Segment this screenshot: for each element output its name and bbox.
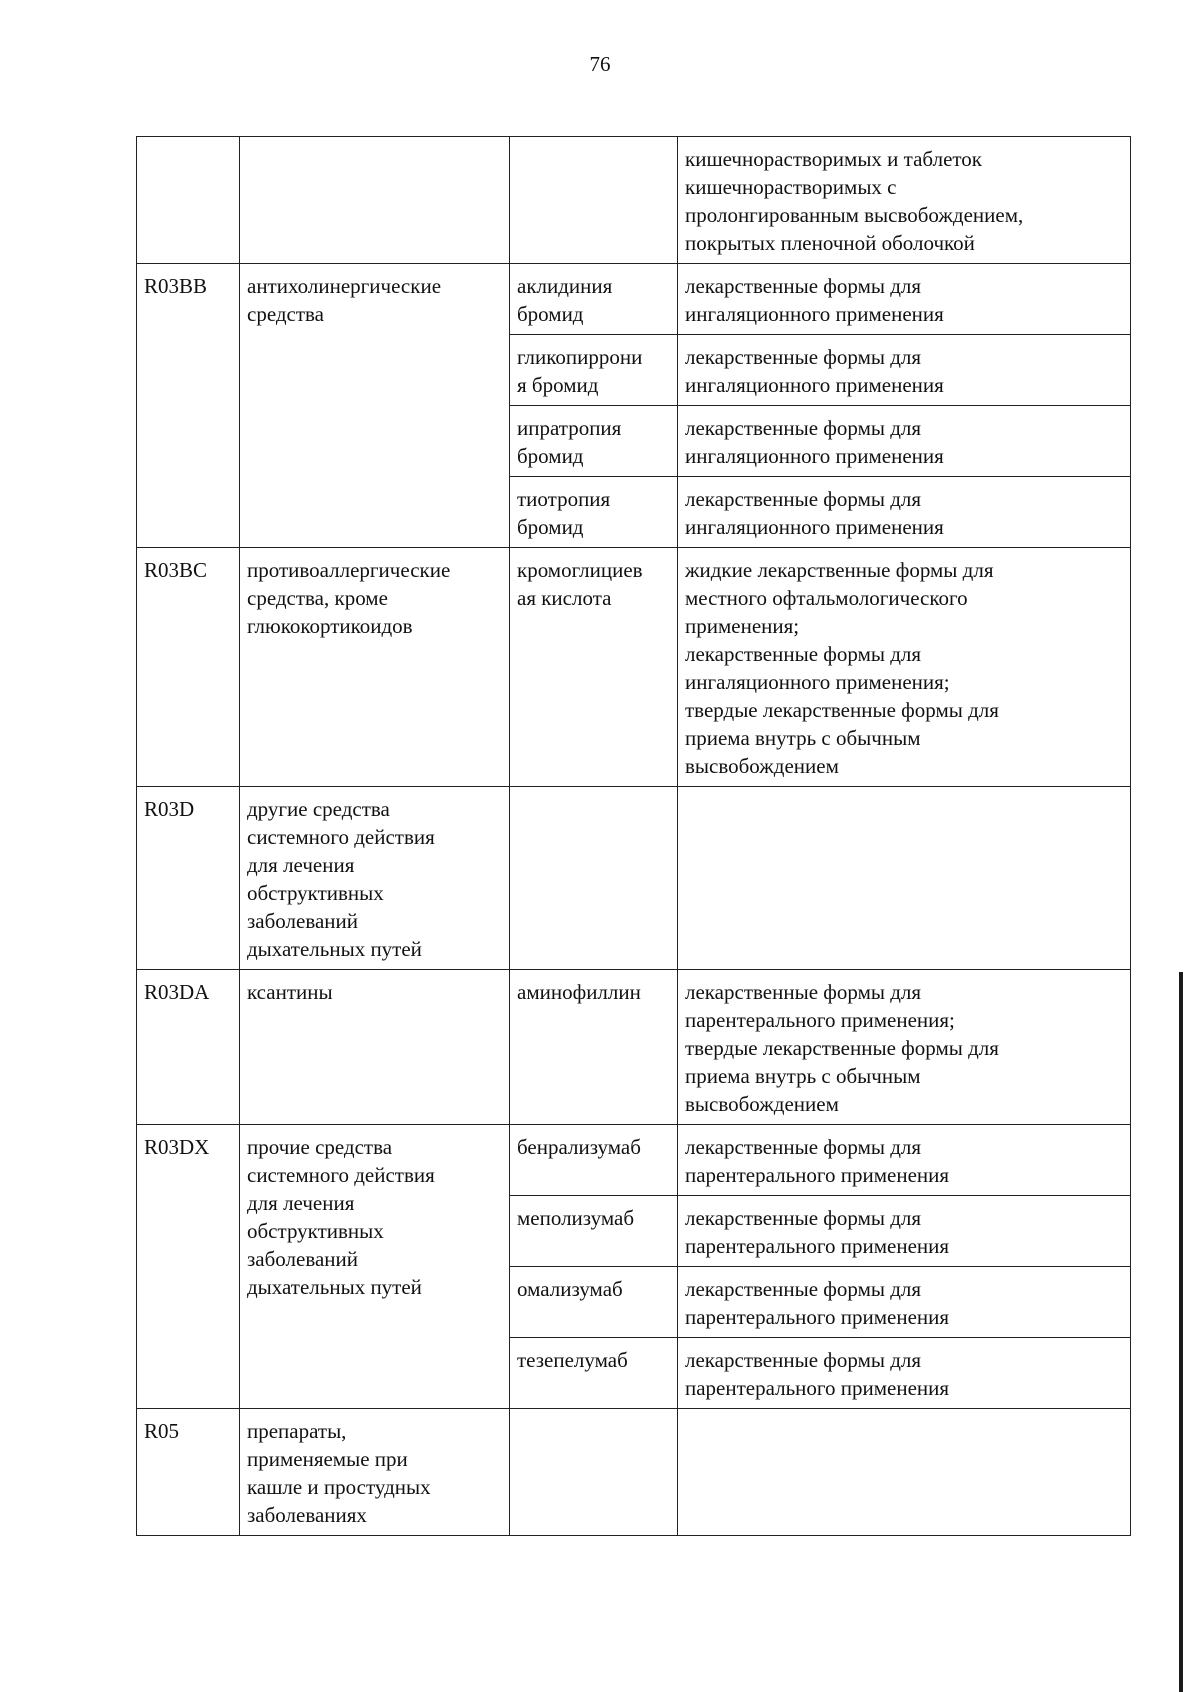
cell-text-line: лекарственные формы для [685,274,922,298]
cell-text-line: ксантины [247,980,333,1004]
cell-text-line: прочие средства [247,1135,393,1159]
cell-text-line: ая кислота [517,586,612,610]
cell-text-line: кишечнорастворимых и таблеток [685,147,982,171]
table-row [137,787,1131,970]
atc-code-cell [137,137,240,264]
cell-text-line: приема внутрь с обычным [685,726,921,750]
dosage-form-cell [678,970,1131,1125]
cell-text-line: применения; [685,614,800,638]
cell-text-line: бромид [517,515,584,539]
cell-text-line: высвобождением [685,1092,839,1116]
drug-name-cell [510,477,678,548]
cell-text-line: средства [247,302,325,326]
cell-text-line: лекарственные формы для [685,1135,922,1159]
cell-text-line: ингаляционного применения [685,373,944,397]
cell-text-line: высвобождением [685,754,839,778]
drug-name-cell [510,1267,678,1338]
cell-text-line: для лечения [247,1191,355,1215]
drug-name-cell [510,787,678,970]
cell-text-line: парентерального применения [685,1234,950,1258]
cell-text-line: парентерального применения [685,1305,950,1329]
cell-text-line: местного офтальмологического [685,586,968,610]
cell-text-line: дыхательных путей [247,1275,422,1299]
cell-text-line: лекарственные формы для [685,416,922,440]
cell-text-line: ингаляционного применения; [685,670,950,694]
dosage-form-cell [678,1338,1131,1409]
cell-text-line: бромид [517,444,584,468]
cell-text-line: средства, кроме [247,586,388,610]
cell-text-line: парентерального применения; [685,1008,955,1032]
cell-text-line: бромид [517,302,584,326]
cell-text-line: системного действия [247,1163,435,1187]
cell-text-line: ингаляционного применения [685,444,944,468]
cell-text-line: для лечения [247,853,355,877]
cell-text-line: противоаллергические [247,558,451,582]
drug-name-cell [510,137,678,264]
cell-text-line: приема внутрь с обычным [685,1064,921,1088]
medication-table [136,136,1131,1536]
cell-text-line: парентерального применения [685,1163,950,1187]
dosage-form-cell [678,137,1131,264]
cell-text-line: заболеваний [247,1247,358,1271]
cell-text-line: лекарственные формы для [685,1348,922,1372]
cell-text-line: лекарственные формы для [685,487,922,511]
table-row [137,970,1131,1125]
cell-text-line: кашле и простудных [247,1475,431,1499]
drug-name-cell [510,1409,678,1536]
cell-text-line: твердые лекарственные формы для [685,1036,999,1060]
cell-text-line: кромоглициев [517,558,643,582]
anatomical-therapeutic-group-cell [240,1125,510,1409]
table-row [137,137,1131,264]
cell-text-line: ингаляционного применения [685,515,944,539]
cell-text-line: дыхательных путей [247,937,422,961]
cell-text-line: парентерального применения [685,1376,950,1400]
cell-text-line: заболеваний [247,909,358,933]
cell-text-line: омализумаб [517,1277,623,1301]
atc-code-cell: R03DX [137,1125,240,1409]
dosage-form-cell [678,1409,1131,1536]
cell-text-line: покрытых пленочной оболочкой [685,231,975,255]
scan-edge-bar [1179,972,1183,1692]
drug-name-cell [510,406,678,477]
drug-name-cell [510,1338,678,1409]
cell-text-line: меполизумаб [517,1206,635,1230]
dosage-form-cell [678,787,1131,970]
drug-name-cell [510,335,678,406]
atc-code-cell: R05 [137,1409,240,1536]
dosage-form-cell [678,406,1131,477]
atc-code-cell: R03D [137,787,240,970]
cell-text-line: кишечнорастворимых с [685,175,897,199]
atc-code-cell: R03DA [137,970,240,1125]
cell-text-line: аминофиллин [517,980,641,1004]
dosage-form-cell [678,1267,1131,1338]
cell-text-line: заболеваниях [247,1503,367,1527]
cell-text-line: лекарственные формы для [685,1206,922,1230]
cell-text-line: глюкокортикоидов [247,614,413,638]
cell-text-line: гликопиррони [517,345,643,369]
cell-text-line: обструктивных [247,1219,384,1243]
cell-text-line: лекарственные формы для [685,642,922,666]
cell-text-line: применяемые при [247,1447,408,1471]
cell-text-line: ипратропия [517,416,622,440]
atc-code-cell: R03BB [137,264,240,548]
cell-text-line: твердые лекарственные формы для [685,698,999,722]
cell-text-line: бенрализумаб [517,1135,641,1159]
cell-text-line: тезепелумаб [517,1348,628,1372]
cell-text-line: препараты, [247,1419,347,1443]
table-row [137,548,1131,787]
cell-text-line: пролонгированным высвобождением, [685,203,1024,227]
cell-text-line: лекарственные формы для [685,980,922,1004]
dosage-form-cell [678,477,1131,548]
cell-text-line: ингаляционного применения [685,302,944,326]
drug-name-cell [510,264,678,335]
atc-code-cell: R03BC [137,548,240,787]
anatomical-therapeutic-group-cell [240,264,510,548]
anatomical-therapeutic-group-cell [240,137,510,264]
anatomical-therapeutic-group-cell [240,970,510,1125]
anatomical-therapeutic-group-cell [240,787,510,970]
drug-name-cell [510,1125,678,1196]
cell-text-line: лекарственные формы для [685,345,922,369]
cell-text-line: другие средства [247,797,390,821]
dosage-form-cell [678,1125,1131,1196]
page-number: 76 [589,52,611,76]
table-row [137,1409,1131,1536]
drug-name-cell [510,548,678,787]
medication-table-body [137,137,1131,1536]
cell-text-line: лекарственные формы для [685,1277,922,1301]
table-row [137,264,1131,335]
cell-text-line: тиотропия [517,487,611,511]
drug-name-cell [510,970,678,1125]
cell-text-line: жидкие лекарственные формы для [685,558,994,582]
cell-text-line: антихолинергические [247,274,442,298]
dosage-form-cell [678,335,1131,406]
anatomical-therapeutic-group-cell [240,548,510,787]
drug-name-cell [510,1196,678,1267]
dosage-form-cell [678,1196,1131,1267]
anatomical-therapeutic-group-cell [240,1409,510,1536]
cell-text-line: обструктивных [247,881,384,905]
dosage-form-cell [678,548,1131,787]
cell-text-line: системного действия [247,825,435,849]
cell-text-line: аклидиния [517,274,613,298]
table-row [137,1125,1131,1196]
dosage-form-cell [678,264,1131,335]
cell-text-line: я бромид [517,373,599,397]
